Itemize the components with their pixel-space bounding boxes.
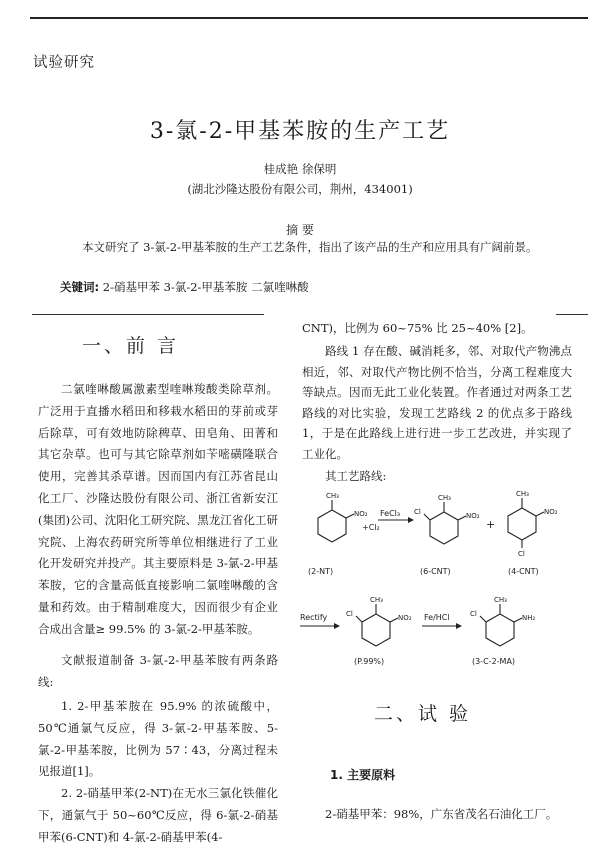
reagent-cl2: +Cl₂	[362, 523, 380, 532]
route-2-paragraph: 2. 2-硝基甲苯(2-NT)在无水三氯化铁催化下，通氯气于 50~60℃反应，得 6-氯-2-硝基甲苯(6-CNT)和 4-氯-2-硝基甲苯(4-	[38, 786, 278, 844]
section-label: 试验研究	[33, 55, 95, 71]
affiliation: (湖北沙隆达股份有限公司，荆州，434001)	[187, 182, 413, 196]
divider-right	[556, 314, 588, 315]
material-paragraph: 2-硝基甲苯：98%，广东省茂名石油化工厂。	[325, 807, 558, 821]
step-reduce-label: Fe/HCl	[424, 613, 450, 622]
label-2-nt: (2-NT)	[308, 567, 334, 576]
subheading-materials: 1. 主要原料	[330, 768, 396, 782]
step-rectify-label: Rectify	[300, 613, 328, 622]
keywords-label: 关键词:	[60, 280, 100, 294]
label-6-cnt: (6-CNT)	[420, 567, 451, 576]
4-cnt-no2: NO₂	[544, 508, 558, 516]
molecule-2-nt	[318, 500, 354, 542]
process-route-label: 其工艺路线:	[325, 469, 387, 483]
section-heading-experiment: 二、试 验	[374, 703, 472, 725]
molecule-3-c-2-ma	[480, 604, 522, 646]
pure-ch3: CH₃	[370, 596, 383, 604]
6-cnt-no2: NO₂	[466, 512, 480, 520]
plus-sign: +	[486, 518, 496, 531]
6-cnt-cl: Cl	[414, 508, 421, 516]
keywords	[60, 279, 309, 295]
molecule-4-cnt	[508, 498, 544, 548]
product-nh2: NH₂	[522, 614, 536, 622]
label-p99: (P.99%)	[354, 657, 385, 666]
route-1-paragraph: 1. 2-甲基苯胺在 95.9% 的浓硫酸中，50℃通氯气反应，得 3-氯-2-甲基苯胺、5-氯-2-甲基苯胺，比例为 57∶43，分离过程未见报道[1]。	[38, 699, 278, 779]
paper-title: 3-氯-2-甲基苯胺的生产工艺	[149, 119, 451, 144]
catalyst-label: FeCl₃	[380, 509, 401, 518]
reaction-scheme	[296, 488, 580, 678]
6-cnt-ch3: CH₃	[438, 494, 451, 502]
header-rule	[30, 17, 588, 19]
section-heading-intro: 一、前 言	[82, 335, 180, 357]
molecule-6-cnt-pure	[356, 604, 398, 646]
routes-intro-paragraph: 文献报道制备 3-氯-2-甲基苯胺有两条路线:	[38, 653, 278, 689]
divider-left	[32, 314, 264, 315]
intro-paragraph: 二氯喹啉酸属激素型喹啉羧酸类除草剂。广泛用于直播水稻田和移栽水稻田的芽前或芽后除草，可有效地防除稗草、田皂角、田菁和其它杂草。也可与其它除草剂如苄嘧磺隆联合使用，完善其杀草谱。因而国内有江苏省昆山化工厂、沙隆达股份有限公司、浙江省新安江(集团)公司、沈阳化工研究院、黑龙江省化工研究院、上海农药研究所等单位相继进行了工业化开发研究并投产。其主要原料是 3-氯-2-甲基苯胺，它的含量高低直接影响二氯喹啉酸的含量和药效。由于精制难度大，因而很少有企业合成出含量≥ 99.5% 的 3-氯-2-甲基苯胺。	[38, 382, 278, 636]
2-nt-no2: NO₂	[354, 510, 368, 518]
keywords-list: 2-硝基甲苯 3-氯-2-甲基苯胺 二氯喹啉酸	[102, 280, 309, 294]
label-3-c-2-ma: (3-C-2-MA)	[472, 657, 516, 666]
label-4-cnt: (4-CNT)	[508, 567, 539, 576]
product-cl: Cl	[470, 610, 477, 618]
2-nt-ch3: CH₃	[326, 492, 339, 500]
4-cnt-cl: Cl	[518, 550, 525, 558]
4-cnt-ch3: CH₃	[516, 490, 529, 498]
authors: 桂成艳 徐保明	[263, 162, 337, 176]
route-comparison-paragraph: 路线 1 存在酸、碱消耗多，邻、对取代产物沸点相近，邻、对取代产物比例不恰当，分离工程难度大等缺点。因而无此工业化装置。作者通过对两条工艺路线的对比实验，发现工艺路线 2 的优点多于路线 1，于是在此路线上进行进一步工艺改进，并实现了工业化。	[302, 344, 572, 461]
product-ch3: CH₃	[494, 596, 507, 604]
abstract-text: 本文研究了 3-氯-2-甲基苯胺的生产工艺条件，指出了该产品的生产和应用具有广阔前景。	[82, 240, 538, 254]
molecule-6-cnt	[424, 502, 466, 544]
pure-no2: NO₂	[398, 614, 412, 622]
pure-cl: Cl	[346, 610, 353, 618]
abstract-heading: 摘 要	[286, 223, 314, 237]
ratio-paragraph: CNT)，比例为 60~75% 比 25~40% [2]。	[302, 321, 533, 335]
